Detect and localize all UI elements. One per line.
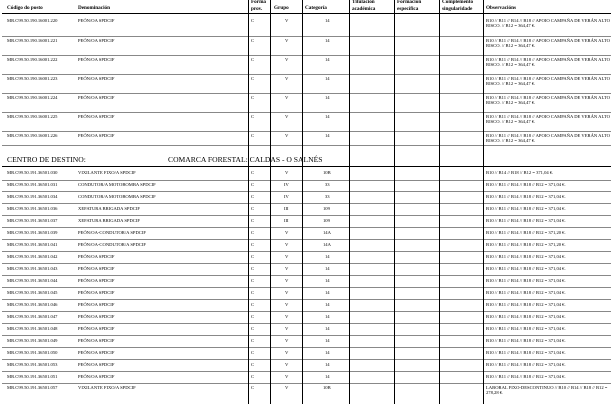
row-divider <box>2 383 611 384</box>
cell-grupo: V <box>285 350 289 355</box>
row-divider <box>2 311 611 312</box>
cell-grupo: V <box>285 114 289 119</box>
cell-codigo: MR.C99.50.191.36501.045 <box>7 290 58 295</box>
cell-categoria: 33 <box>325 194 330 199</box>
cell-observacions: B10 // B11 // B14 // B18 // B12 = 371,04 €. <box>486 362 566 367</box>
cell-observacions: B10 // B11 // B14 // B18 // APOIO CAMPAÑA DE VERÁN ALTO RISCO. // B12 = 364,47 €. <box>486 38 610 48</box>
cell-observacions: B10 // B11 // B14 // B18 // B12 = 371,04 €. <box>486 266 566 271</box>
cell-denominacion: PEÓN/OA SPDCIF <box>78 114 115 119</box>
cell-forma: C <box>251 254 255 259</box>
cell-categoria: 14 <box>325 254 330 259</box>
cell-grupo: V <box>285 362 289 367</box>
cell-forma: C <box>251 170 255 175</box>
cell-forma: C <box>251 133 255 138</box>
cell-observacions: B10 // B11 // B14 // B18 // APOIO CAMPAÑA DE VERÁN ALTO RISCO. // B12 = 364,47 €. <box>486 76 610 86</box>
cell-forma: C <box>251 95 255 100</box>
cell-codigo: MR.C99.50.190.16001.223 <box>7 76 58 81</box>
cell-forma: C <box>251 57 255 62</box>
cell-codigo: MR.C99.50.191.36501.047 <box>7 314 58 319</box>
cell-grupo: V <box>285 133 289 138</box>
cell-forma: C <box>251 38 255 43</box>
cell-observacions: B10 // B11 // B14 // B18 // APOIO CAMPAÑA DE VERÁN ALTO RISCO. // B12 = 364,47 €. <box>486 57 610 67</box>
cell-denominacion: VIXILANTE FIXO/A SPDCIF <box>78 385 136 390</box>
cell-categoria: 14 <box>325 57 330 62</box>
header-complemento-1: Complemento <box>442 0 474 5</box>
row-divider <box>2 251 611 252</box>
cell-denominacion: PEÓN/OA SPDCIF <box>78 133 115 138</box>
cell-denominacion: PEÓN/OA SPDCIF <box>78 302 115 307</box>
cell-grupo: V <box>285 95 289 100</box>
cell-observacions: B10 // B11 // B14 // B18 // B12 = 371,04 €. <box>486 218 566 223</box>
row-divider <box>2 335 611 336</box>
cell-categoria: 14 <box>325 18 330 23</box>
cell-codigo: MR.C99.50.191.36501.057 <box>7 385 58 390</box>
row-divider <box>2 131 611 132</box>
row-divider <box>2 275 611 276</box>
cell-categoria: 14 <box>325 76 330 81</box>
cell-grupo: V <box>285 266 289 271</box>
cell-categoria: 14 <box>325 314 330 319</box>
row-divider <box>2 36 611 37</box>
cell-forma: C <box>251 218 255 223</box>
cell-denominacion: VIXILANTE FIXO/A SPDCIF <box>78 170 136 175</box>
header-forma-1: Forma <box>251 0 266 5</box>
header-codigo: Código do posto <box>7 5 43 11</box>
cell-grupo: V <box>285 57 289 62</box>
cell-grupo: V <box>285 38 289 43</box>
cell-codigo: MR.C99.50.191.36501.037 <box>7 218 58 223</box>
cell-denominacion: PEÓN/OA SPDCIF <box>78 18 115 23</box>
cell-codigo: MR.C99.50.191.36501.051 <box>7 374 58 379</box>
row-divider <box>2 347 611 348</box>
cell-denominacion: PEÓN/OA SPDCIF <box>78 266 115 271</box>
row-divider <box>2 145 611 146</box>
cell-categoria: 10B <box>323 385 331 390</box>
header-rule <box>2 13 611 14</box>
cell-grupo: V <box>285 374 289 379</box>
cell-categoria: 14 <box>325 350 330 355</box>
cell-denominacion: XEFATURA BRIGADA SPDCIF <box>78 218 140 223</box>
cell-denominacion: PEÓN/OA-CONDUTOR/A SPDCIF <box>78 230 146 235</box>
column-rule <box>248 0 249 404</box>
cell-categoria: 14 <box>325 133 330 138</box>
cell-observacions: B10 // B11 // B14 // B18 // B12 = 371,04 €. <box>486 278 566 283</box>
cell-denominacion: PEÓN/OA SPDCIF <box>78 314 115 319</box>
cell-categoria: 14 <box>325 290 330 295</box>
cell-codigo: MR.C99.50.191.36501.050 <box>7 350 58 355</box>
cell-observacions: B10 // B11 // B14 // B18 // B12 = 371,04 €. <box>486 374 566 379</box>
cell-codigo: MR.C99.50.191.36501.048 <box>7 326 58 331</box>
row-divider <box>2 203 611 204</box>
cell-forma: C <box>251 182 255 187</box>
cell-codigo: MR.C99.50.191.36501.049 <box>7 338 58 343</box>
cell-codigo: MR.C99.50.190.16001.224 <box>7 95 58 100</box>
cell-codigo: MR.C99.50.191.36501.034 <box>7 194 58 199</box>
cell-codigo: MR.C99.50.191.36501.041 <box>7 242 58 247</box>
cell-grupo: V <box>285 302 289 307</box>
cell-observacions: B10 // B11 // B14 // B18 // B12 = 371,04 €. <box>486 194 566 199</box>
column-rule <box>483 0 484 404</box>
row-divider <box>2 287 611 288</box>
header-categoria: Categoría <box>305 5 327 11</box>
row-divider <box>2 323 611 324</box>
cell-forma: C <box>251 350 255 355</box>
row-divider <box>2 55 611 56</box>
cell-denominacion: PEÓN/OA SPDCIF <box>78 254 115 259</box>
cell-codigo: MR.C99.50.191.36501.042 <box>7 254 58 259</box>
cell-observacions: B10 // B11 // B14 // B18 // B12 = 371,20 €. <box>486 230 566 235</box>
cell-forma: C <box>251 194 255 199</box>
cell-denominacion: PEÓN/OA SPDCIF <box>78 57 115 62</box>
header-titulacion-1: Titulación <box>352 0 375 5</box>
cell-forma: C <box>251 362 255 367</box>
header-complemento-2: singularidade <box>442 6 473 12</box>
cell-observacions: B10 // B11 // B14 // B18 // B12 = 371,04 €. <box>486 290 566 295</box>
cell-grupo: V <box>285 385 289 390</box>
column-rule <box>439 0 440 404</box>
cell-forma: C <box>251 18 255 23</box>
cell-categoria: 14 <box>325 302 330 307</box>
cell-denominacion: PEÓN/OA SPDCIF <box>78 362 115 367</box>
cell-grupo: IV <box>284 194 289 199</box>
cell-observacions: B10 // B11 // B14 // B18 // B12 = 371,20 €. <box>486 242 566 247</box>
cell-grupo: V <box>285 314 289 319</box>
cell-forma: C <box>251 326 255 331</box>
cell-grupo: V <box>285 326 289 331</box>
cell-forma: C <box>251 206 255 211</box>
cell-categoria: 14 <box>325 266 330 271</box>
cell-codigo: MR.C99.50.191.36501.046 <box>7 302 58 307</box>
cell-codigo: MR.C99.50.191.36501.044 <box>7 278 58 283</box>
cell-forma: C <box>251 114 255 119</box>
cell-grupo: V <box>285 18 289 23</box>
cell-categoria: 14 <box>325 362 330 367</box>
cell-grupo: V <box>285 278 289 283</box>
row-divider <box>2 191 611 192</box>
cell-forma: C <box>251 278 255 283</box>
cell-codigo: MR.C99.50.190.16001.225 <box>7 114 58 119</box>
header-forma-2: prov. <box>251 6 263 12</box>
row-divider <box>2 93 611 94</box>
row-divider <box>2 215 611 216</box>
centre-name: COMARCA FORESTAL: CALDAS - O SALNÉS <box>168 155 323 164</box>
cell-categoria: 109 <box>323 206 330 211</box>
cell-forma: C <box>251 76 255 81</box>
centre-rule <box>2 166 611 167</box>
cell-observacions: B10 // B11 // B14 // B18 // B12 = 371,04 €. <box>486 314 566 319</box>
cell-observacions: B10 // B11 // B14 // B18 // B12 = 371,04 €. <box>486 302 566 307</box>
cell-grupo: V <box>285 170 289 175</box>
cell-categoria: 10B <box>323 170 331 175</box>
row-divider <box>2 180 611 181</box>
cell-denominacion: PEÓN/OA SPDCIF <box>78 76 115 81</box>
cell-forma: C <box>251 290 255 295</box>
cell-categoria: 33 <box>325 182 330 187</box>
row-divider <box>2 299 611 300</box>
cell-denominacion: CONDUTOR/A MOTOBOMBA SPDCIF <box>78 182 156 187</box>
cell-forma: C <box>251 374 255 379</box>
cell-observacions: B10 // B11 // B14 // B18 // B12 = 371,04 €. <box>486 350 566 355</box>
cell-codigo: MR.C99.50.191.36501.039 <box>7 230 58 235</box>
row-divider <box>2 359 611 360</box>
cell-observacions: B10 // B14 // B18 // B12 = 371,04 €. <box>486 170 554 175</box>
cell-forma: C <box>251 242 255 247</box>
cell-forma: C <box>251 302 255 307</box>
cell-categoria: 14A <box>323 230 331 235</box>
cell-categoria: 14 <box>325 374 330 379</box>
cell-denominacion: PEÓN/OA SPDCIF <box>78 95 115 100</box>
cell-denominacion: PEÓN/OA SPDCIF <box>78 338 115 343</box>
cell-observacions: B10 // B11 // B14 // B18 // B12 = 371,04 €. <box>486 326 566 331</box>
centre-label: CENTRO DE DESTINO: <box>7 155 86 164</box>
header-denominacion: Denominación <box>78 5 110 11</box>
cell-forma: C <box>251 314 255 319</box>
cell-denominacion: CONDUTOR/A MOTOBOMBA SPDCIF <box>78 194 156 199</box>
cell-categoria: 14 <box>325 95 330 100</box>
cell-codigo: MR.C99.50.190.16001.222 <box>7 57 58 62</box>
cell-forma: C <box>251 230 255 235</box>
cell-categoria: 109 <box>323 218 330 223</box>
cell-denominacion: PEÓN/OA SPDCIF <box>78 278 115 283</box>
cell-grupo: V <box>285 76 289 81</box>
cell-denominacion: PEÓN/OA SPDCIF <box>78 374 115 379</box>
cell-codigo: MR.C99.50.191.36501.036 <box>7 206 58 211</box>
header-formacion-1: Formación <box>397 0 422 5</box>
column-rule <box>394 0 395 404</box>
cell-grupo: V <box>285 290 289 295</box>
column-rule <box>270 0 271 404</box>
cell-categoria: 14 <box>325 38 330 43</box>
cell-denominacion: PEÓN/OA-CONDUTOR/A SPDCIF <box>78 242 146 247</box>
cell-codigo: MR.C99.50.191.36501.053 <box>7 362 58 367</box>
cell-observacions: B10 // B11 // B14 // B18 // B12 = 371,04 €. <box>486 182 566 187</box>
cell-categoria: 14 <box>325 278 330 283</box>
cell-observacions: B10 // B11 // B14 // B18 // APOIO CAMPAÑA DE VERÁN ALTO RISCO. // B12 = 364,47 €. <box>486 133 610 143</box>
row-divider <box>2 371 611 372</box>
row-divider <box>2 239 611 240</box>
cell-grupo: III <box>284 218 289 223</box>
cell-forma: C <box>251 385 255 390</box>
cell-categoria: 14 <box>325 326 330 331</box>
header-observacions: Observacións <box>486 5 516 11</box>
cell-observacions: B10 // B11 // B14 // B18 // APOIO CAMPAÑA DE VERÁN ALTO RISCO. // B12 = 364,47 €. <box>486 114 610 124</box>
header-grupo: Grupo <box>274 5 289 11</box>
table-header <box>0 0 613 14</box>
row-divider <box>2 74 611 75</box>
cell-observacions: B10 // B11 // B14 // B18 // B12 = 371,04 €. <box>486 254 566 259</box>
cell-denominacion: XEFATURA BRIGADA SPDCIF <box>78 206 140 211</box>
cell-codigo: MR.C99.50.191.36501.031 <box>7 182 58 187</box>
cell-grupo: V <box>285 242 289 247</box>
cell-grupo: V <box>285 230 289 235</box>
cell-observacions: B10 // B11 // B14 // B18 // B12 = 371,04 €. <box>486 206 566 211</box>
row-divider <box>2 263 611 264</box>
cell-forma: C <box>251 338 255 343</box>
cell-codigo: MR.C99.50.190.16001.221 <box>7 38 58 43</box>
cell-categoria: 14A <box>323 242 331 247</box>
cell-grupo: III <box>284 206 289 211</box>
cell-grupo: IV <box>284 182 289 187</box>
cell-grupo: V <box>285 338 289 343</box>
cell-denominacion: PEÓN/OA SPDCIF <box>78 38 115 43</box>
row-divider <box>2 112 611 113</box>
header-titulacion-2: académica <box>352 6 376 12</box>
cell-observacions: B10 // B11 // B14 // B18 // APOIO CAMPAÑA DE VERÁN ALTO RISCO. // B12 = 364,47 €. <box>486 95 610 105</box>
cell-codigo: MR.C99.50.191.36501.030 <box>7 170 58 175</box>
cell-codigo: MR.C99.50.191.36501.043 <box>7 266 58 271</box>
cell-observacions: B10 // B11 // B14 // B18 // B12 = 371,04 €. <box>486 338 566 343</box>
cell-denominacion: PEÓN/OA SPDCIF <box>78 350 115 355</box>
cell-denominacion: PEÓN/OA SPDCIF <box>78 326 115 331</box>
column-rule <box>349 0 350 404</box>
cell-grupo: V <box>285 254 289 259</box>
cell-denominacion: PEÓN/OA SPDCIF <box>78 290 115 295</box>
cell-observacions: B10 // B11 // B14 // B18 // APOIO CAMPAÑA DE VERÁN ALTO RISCO. // B12 = 364,47 €. <box>486 18 610 28</box>
column-rule <box>302 0 303 404</box>
cell-forma: C <box>251 266 255 271</box>
cell-codigo: MR.C99.50.190.16001.220 <box>7 18 58 23</box>
cell-observacions: LABORAL FIXO-DESCONTINUO // B10 // B14 // B18 // B12 = 278,28 €. <box>486 385 608 395</box>
cell-categoria: 14 <box>325 114 330 119</box>
header-formacion-2: específica <box>397 6 419 12</box>
cell-categoria: 14 <box>325 338 330 343</box>
row-divider <box>2 227 611 228</box>
cell-codigo: MR.C99.50.190.16001.226 <box>7 133 58 138</box>
